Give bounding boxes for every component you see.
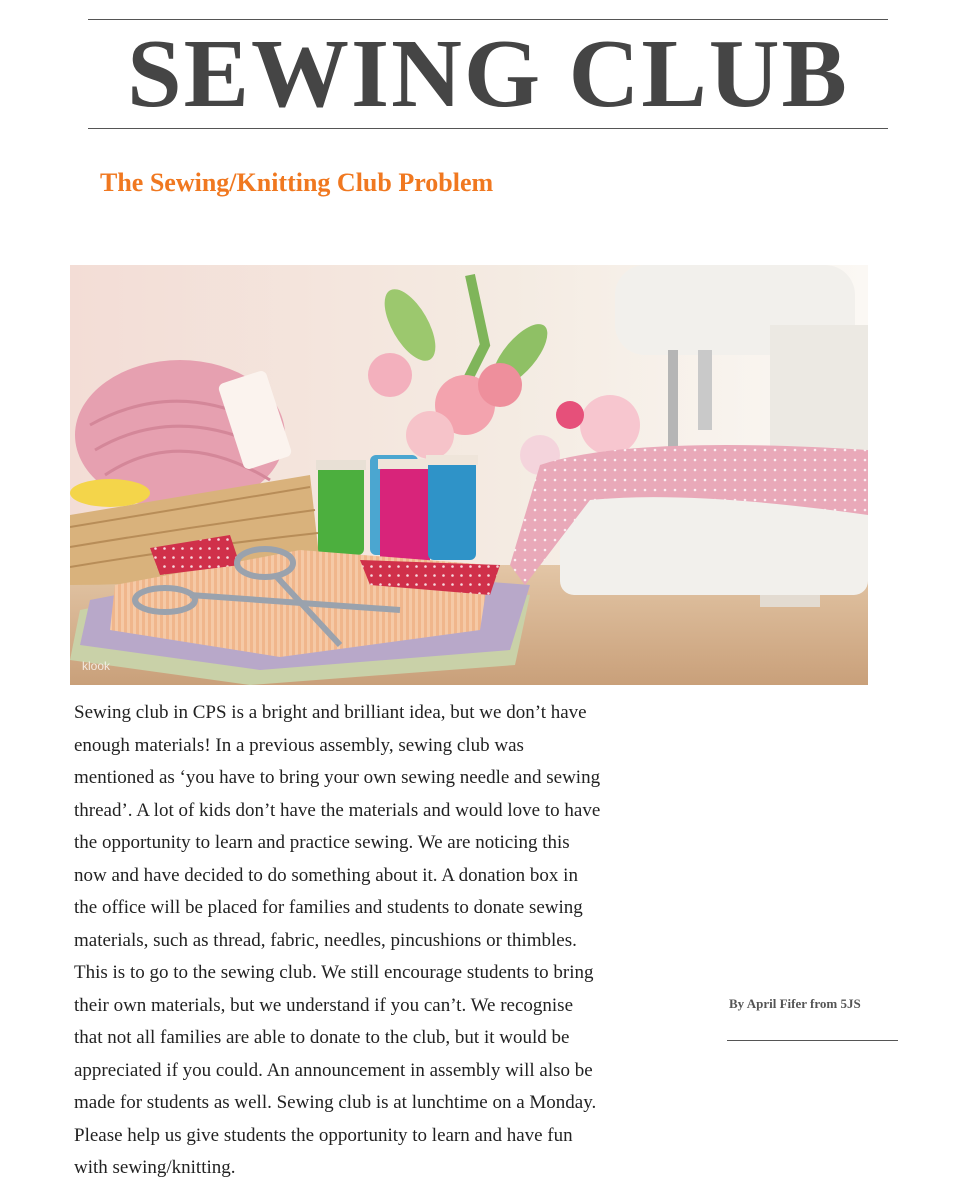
article-line: now and have decided to do something about it. A donation box in <box>74 864 578 886</box>
masthead-bottom-rule <box>88 128 888 129</box>
article-line: mentioned as ‘you have to bring your own sewing needle and sewing <box>74 767 601 788</box>
article-byline: By April Fifer from 5JS <box>729 996 861 1011</box>
article-line: appreciated if you could. An announcement in assembly will also be <box>74 1059 593 1081</box>
sewing-photo <box>70 265 868 685</box>
article-line: their own materials, but we understand if you can’t. We recognise <box>74 994 574 1016</box>
article-line: enough materials! In a previous assembly, sewing club was <box>74 734 524 756</box>
article-line: This is to go to the sewing club. We still encourage students to bring <box>74 962 594 983</box>
article-line: materials, such as thread, fabric, needles, pincushions or thimbles. <box>74 929 577 951</box>
article-headline: The Sewing/Knitting Club Problem <box>100 168 494 197</box>
masthead-title: SEWING CLUB <box>127 20 849 128</box>
article-line: the opportunity to learn and practice sewing. We are noticing this <box>74 832 570 853</box>
article-body <box>74 697 694 1185</box>
article-line: the office will be placed for families and students to donate sewing <box>74 897 583 918</box>
article-line: thread’. A lot of kids don’t have the materials and would love to have <box>74 799 601 821</box>
photo-watermark: klook <box>82 659 111 673</box>
article-line: Please help us give students the opportunity to learn and have fun <box>74 1124 573 1146</box>
article-line: made for students as well. Sewing club is at lunchtime on a Monday. <box>74 1092 597 1113</box>
article-line: that not all families are able to donate to the club, but it would be <box>74 1027 570 1048</box>
byline-rule <box>727 1040 898 1041</box>
article-line: Sewing club in CPS is a bright and brilliant idea, but we don’t have <box>74 702 587 723</box>
article-line: with sewing/knitting. <box>74 1157 236 1178</box>
thread-spools <box>316 455 478 570</box>
